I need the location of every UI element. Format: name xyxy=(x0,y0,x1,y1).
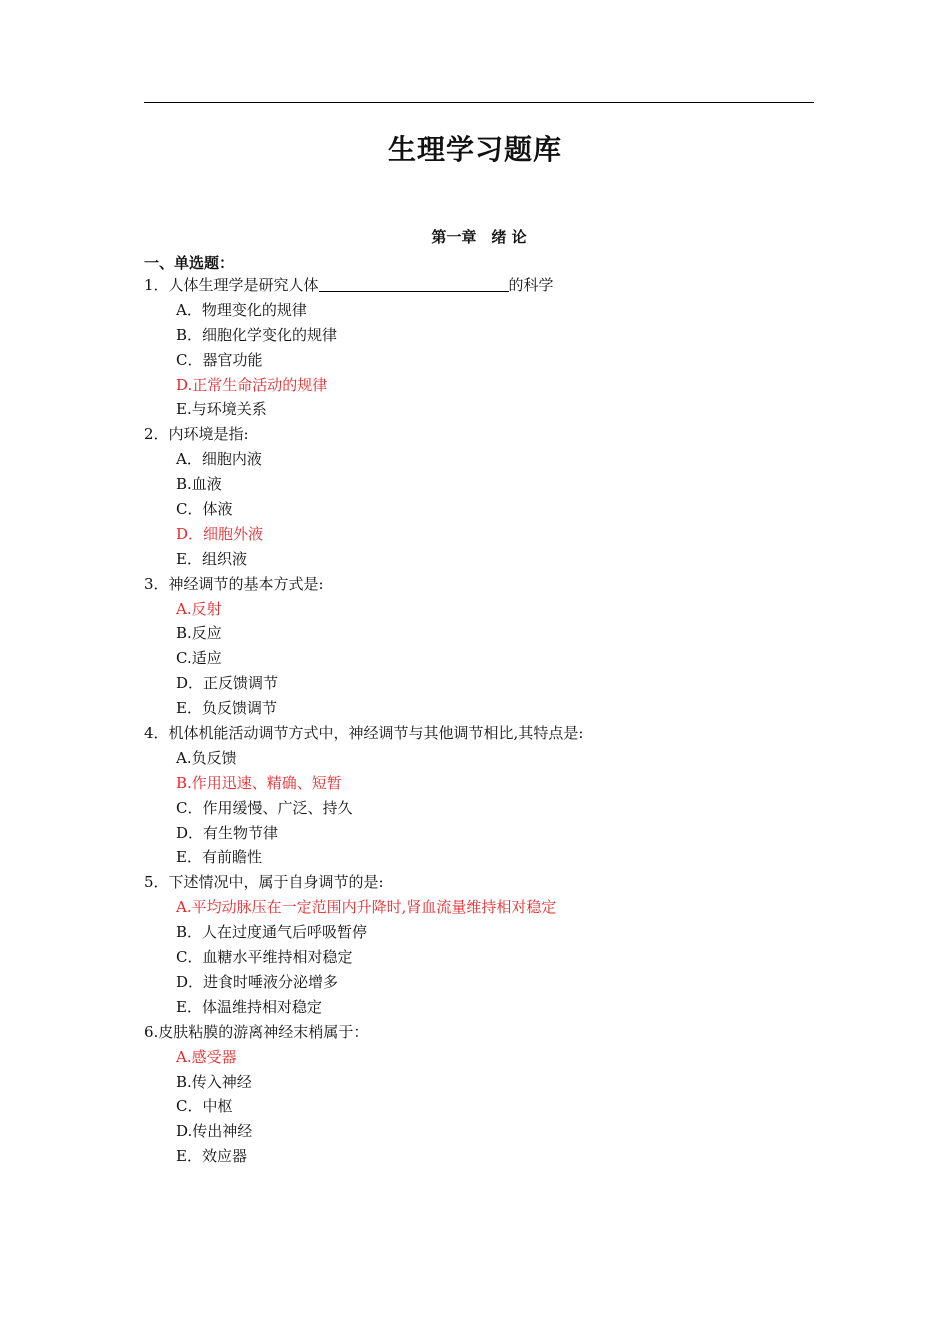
question-stem xyxy=(144,273,824,298)
section-heading: 一、单选题： xyxy=(144,254,235,272)
correct-answer-option: D.正常生命活动的规律 xyxy=(176,375,328,394)
answer-option: B．人在过度通气后呼吸暂停 xyxy=(176,923,368,942)
answer-option: C．作用缓慢、广泛、持久 xyxy=(176,798,353,817)
question-stem: 4．机体机能活动调节方式中，神经调节与其他调节相比,其特点是: xyxy=(144,724,584,743)
answer-option: C．血糖水平维持相对稳定 xyxy=(176,948,353,967)
answer-option: C.适应 xyxy=(176,649,222,668)
answer-option: B.传入神经 xyxy=(176,1072,252,1091)
answer-option: B.反应 xyxy=(176,624,222,643)
correct-answer-option: A.平均动脉压在一定范围内升降时,肾血流量维持相对稳定 xyxy=(176,898,557,917)
answer-option: C．中枢 xyxy=(176,1097,233,1116)
question-stem: 6.皮肤粘膜的游离神经末梢属于： xyxy=(144,1022,369,1041)
correct-answer-option: A.反射 xyxy=(176,599,222,618)
answer-option: B.血液 xyxy=(176,475,222,494)
answer-option: A．物理变化的规律 xyxy=(176,300,307,319)
question-stem: 2．内环境是指: xyxy=(144,425,249,444)
answer-option: A.负反馈 xyxy=(176,748,237,767)
answer-option: C．器官功能 xyxy=(176,350,263,369)
answer-option: D．有生物节律 xyxy=(176,823,279,842)
answer-option: B．细胞化学变化的规律 xyxy=(176,325,338,344)
answer-option: E．效应器 xyxy=(176,1147,247,1166)
answer-option: E.与环境关系 xyxy=(176,400,267,419)
answer-option: A．细胞内液 xyxy=(176,450,262,469)
header-rule xyxy=(144,102,814,103)
chapter-heading: 第一章 绪 论 xyxy=(431,228,527,246)
question-stem-text: 1．人体生理学是研究人体 xyxy=(144,276,319,294)
answer-option: E．负反馈调节 xyxy=(176,699,277,718)
answer-option: D．进食时唾液分泌增多 xyxy=(176,972,339,991)
correct-answer-option: D．细胞外液 xyxy=(176,524,264,543)
question-stem: 3．神经调节的基本方式是: xyxy=(144,574,324,593)
correct-answer-option: B.作用迅速、精确、短暂 xyxy=(176,773,342,792)
answer-option: D．正反馈调节 xyxy=(176,674,279,693)
answer-option: C．体液 xyxy=(176,500,233,519)
answer-option: E．有前瞻性 xyxy=(176,848,262,867)
answer-option: E．体温维持相对稳定 xyxy=(176,997,322,1016)
answer-option: D.传出神经 xyxy=(176,1122,253,1141)
question-list xyxy=(144,273,824,1169)
answer-option: E．组织液 xyxy=(176,549,247,568)
correct-answer-option: A.感受器 xyxy=(176,1047,237,1066)
document-title: 生理学习题库 xyxy=(387,133,562,166)
question-stem: 5．下述情况中，属于自身调节的是: xyxy=(144,873,384,892)
answer-blank xyxy=(319,275,509,292)
question-stem-text: 的科学 xyxy=(508,276,554,294)
